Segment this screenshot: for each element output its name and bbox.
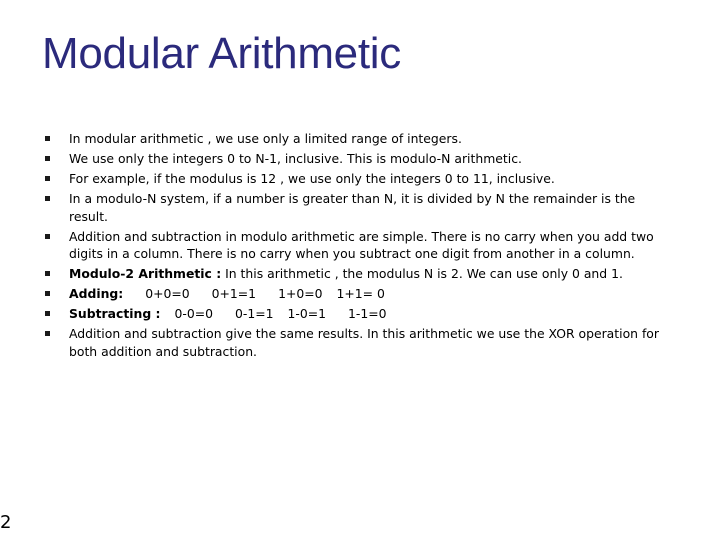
bullet-text: Addition and subtraction give the same results. In this arithmetic we use the XOR operation for both addition and subtraction. — [69, 326, 659, 359]
bullet-limited-range — [42, 130, 662, 148]
bullet-adding — [42, 285, 662, 303]
square-bullet-icon — [45, 176, 50, 181]
bullet-text: In modular arithmetic , we use only a limited range of integers. — [69, 131, 462, 146]
page-number: 2 — [0, 512, 12, 533]
square-bullet-icon — [45, 156, 50, 161]
square-bullet-icon — [45, 271, 50, 276]
equation: 1+1= 0 — [336, 286, 385, 301]
square-bullet-icon — [45, 136, 50, 141]
bullet-label: Modulo-2 Arithmetic : — [69, 266, 222, 281]
square-bullet-icon — [45, 311, 50, 316]
bullet-list — [42, 130, 662, 363]
bullet-text: In a modulo-N system, if a number is greater than N, it is divided by N the remainder is the result. — [69, 191, 636, 224]
bullet-text: For example, if the modulus is 12 , we use only the integers 0 to 11, inclusive. — [69, 171, 555, 186]
equation: 1-0=1 — [287, 306, 327, 321]
square-bullet-icon — [45, 196, 50, 201]
square-bullet-icon — [45, 291, 50, 296]
bullet-integers-range — [42, 150, 662, 168]
bullet-modulo-2 — [42, 265, 662, 283]
bullet-text: In this arithmetic , the modulus N is 2. We can use only 0 and 1. — [221, 266, 623, 281]
bullet-xor — [42, 325, 662, 360]
slide-title: Modular Arithmetic — [42, 29, 401, 78]
equation: 0-1=1 — [235, 306, 274, 321]
equation: 0+0=0 — [145, 286, 190, 301]
equation: 0-0=0 — [174, 306, 213, 321]
bullet-modulo-n-system — [42, 190, 662, 225]
bullet-text: We use only the integers 0 to N-1, inclusive. This is modulo-N arithmetic. — [69, 151, 522, 166]
square-bullet-icon — [45, 331, 50, 336]
equation: 1-1=0 — [348, 306, 387, 321]
bullet-subtracting — [42, 305, 662, 323]
bullet-example — [42, 170, 662, 188]
equation: 0+1=1 — [211, 286, 257, 301]
bullet-text: Addition and subtraction in modulo arithmetic are simple. There is no carry when you add two digits in a column. There is no carry when you subtract one digit from another in a column. — [69, 228, 654, 261]
bullet-label: Adding: — [69, 286, 124, 301]
square-bullet-icon — [45, 234, 50, 239]
bullet-addition-subtraction — [42, 228, 662, 263]
equation: 1+0=0 — [278, 286, 323, 301]
bullet-label: Subtracting : — [69, 306, 161, 321]
